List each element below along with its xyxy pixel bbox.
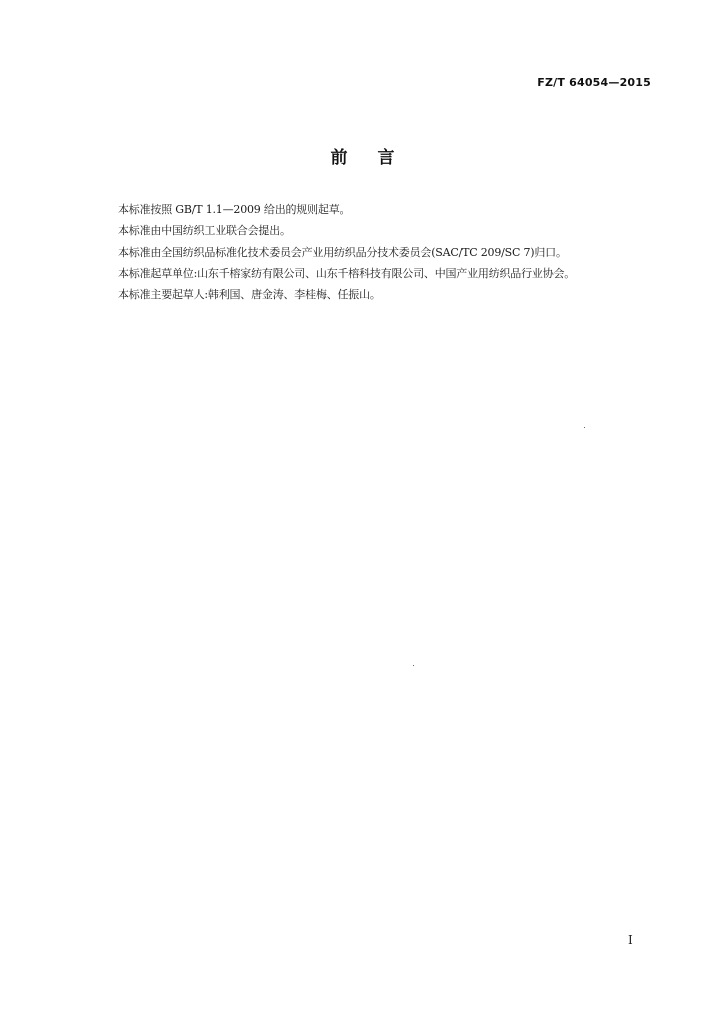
paragraph-technical-committee: 本标准由全国纺织品标准化技术委员会产业用纺织品分技术委员会(SAC/TC 209/SC 7)归口。: [118, 245, 567, 259]
paragraph-drafting-rules: 本标准按照 GB/T 1.1—2009 给出的规则起草。: [118, 203, 351, 216]
page-title: 前言: [330, 148, 425, 168]
paragraph-drafters: 本标准主要起草人:韩利国、唐金涛、李桂梅、任振山。: [118, 288, 381, 302]
standard-code: FZ/T 64054—2015: [537, 76, 651, 89]
preface-body: [118, 199, 658, 305]
scan-speck: [413, 665, 414, 666]
scan-speck: [584, 427, 585, 428]
page-number: I: [628, 933, 633, 947]
paragraph-proposer: 本标准由中国纺织工业联合会提出。: [118, 224, 291, 238]
paragraph-drafting-units: 本标准起草单位:山东千榕家纺有限公司、山东千榕科技有限公司、中国产业用纺织品行业协会。: [118, 266, 576, 280]
